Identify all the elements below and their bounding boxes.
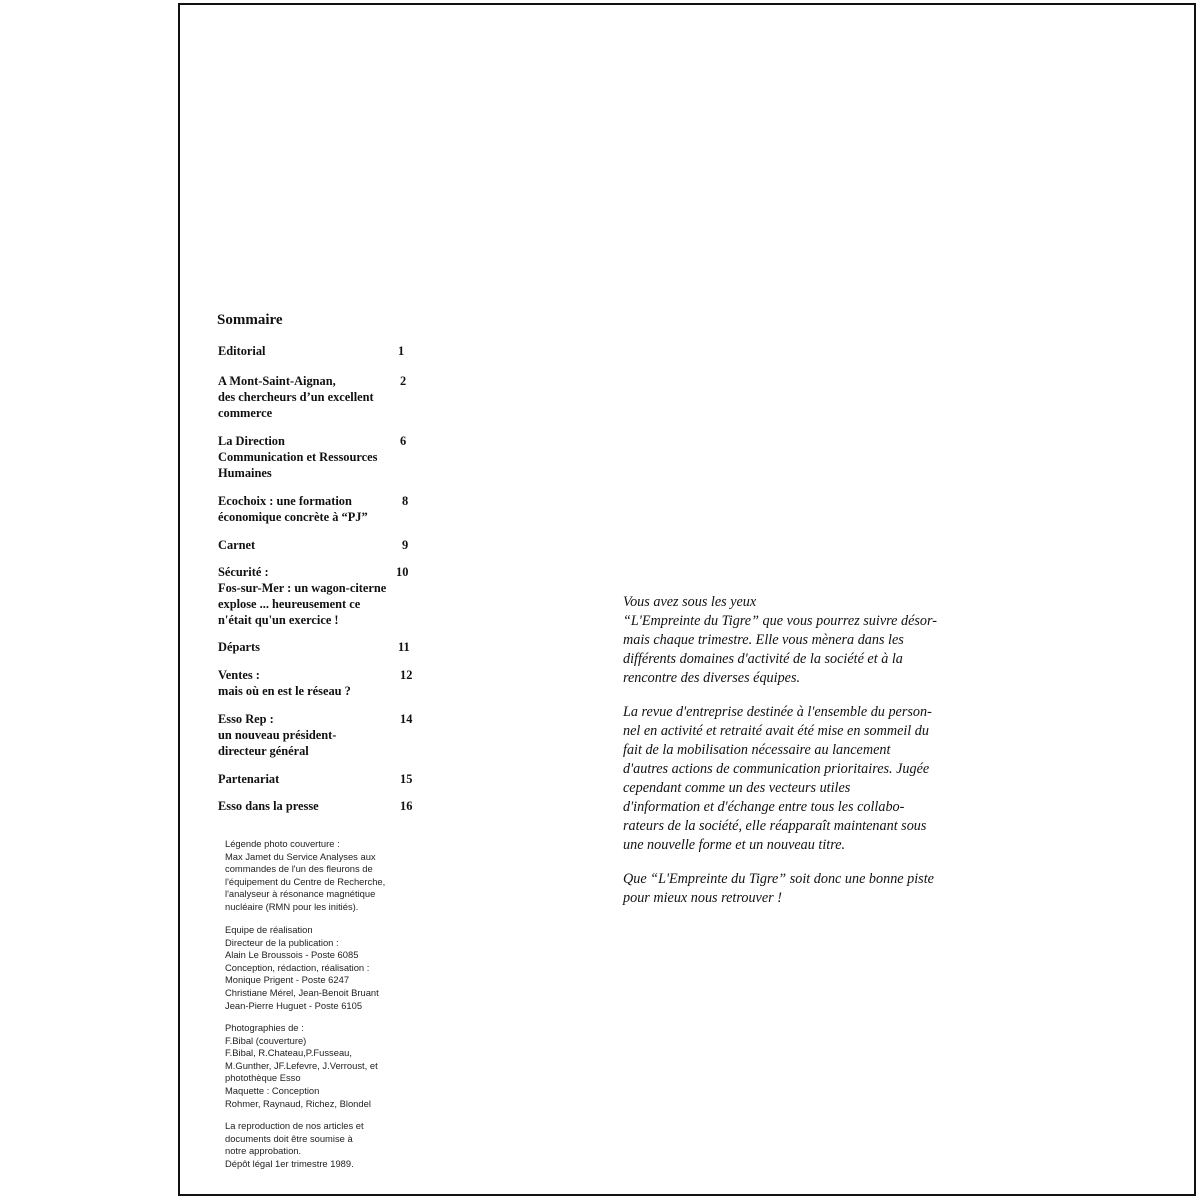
toc-entry-title: Esso dans la presse [218,799,319,813]
photography-credits: Photographies de : F.Bibal (couverture) F.Bibal, R.Chateau,P.Fusseau, M.Gunther, JF.Lefevre, J.Verroust, et photothèque Esso Maquette : Conception Rohmer, Raynaud, Richez, Blondel [225,1022,378,1109]
toc-entry[interactable] [218,537,418,553]
toc-entry-title: Départs [218,640,260,654]
intro-paragraph-1: Vous avez sous les yeux “L'Empreinte du Tigre” que vous pourrez suivre désor- mais chaque trimestre. Elle vous mènera dans les différents domaines d'activité de la société et à la rencontre des diverses équipes. [623,594,937,686]
toc-entry-page: 6 [400,434,407,448]
editorial-team-credits: Equipe de réalisation Directeur de la publication : Alain Le Broussois - Poste 6085 Conception, rédaction, réalisation : Monique Prigent - Poste 6247 Christiane Mérel, Jean-Benoit Bruant Jean-Pierre Huguet - Poste 6105 [225,924,379,1011]
intro-paragraph-3: Que “L'Empreinte du Tigre” soit donc une bonne piste pour mieux nous retrouver ! [623,871,934,906]
toc-entry[interactable] [218,343,418,359]
toc-entry-page: 12 [400,668,413,682]
toc-entry-title: Ecochoix : une formation économique concrète à “PJ” [218,494,368,524]
toc-entry-page: 9 [402,538,409,552]
toc-entry-title: Carnet [218,538,256,552]
toc-entry[interactable] [218,667,418,699]
sommaire-heading: Sommaire [217,312,283,328]
toc-entry[interactable] [218,493,418,525]
toc-entry[interactable] [218,564,418,628]
toc-entry-title: Esso Rep : un nouveau président- directeur général [218,712,337,758]
toc-entry-page: 8 [402,494,409,508]
toc-entry-page: 16 [400,799,413,813]
toc-entry-title: A Mont-Saint-Aignan, des chercheurs d’un excellent commerce [218,374,374,420]
toc-entry-title: Partenariat [218,772,280,786]
toc-entry-page: 14 [400,712,413,726]
toc-entry-page: 15 [400,772,413,786]
toc-entry[interactable] [218,433,418,481]
toc-entry[interactable] [218,639,418,655]
reproduction-notice: La reproduction de nos articles et documents doit être soumise à notre approbation. Dépôt légal 1er trimestre 1989. [225,1120,364,1169]
toc-entry-page: 10 [396,565,409,579]
toc-entry[interactable] [218,771,418,787]
toc-entry-title: Sécurité : Fos-sur-Mer : un wagon-citerne explose ... heureusement ce n'était qu'un exercice ! [218,565,387,627]
cover-photo-caption: Légende photo couverture : Max Jamet du Service Analyses aux commandes de l'un des fleurons de l'équipement du Centre de Recherche, l'analyseur à résonance magnétique nucléaire (RMN pour les initiés). [225,838,386,912]
toc-entry-title: Editorial [218,344,266,358]
toc-entry-title: La Direction Communication et Ressources Humaines [218,434,378,480]
toc-entry[interactable] [218,373,418,421]
toc-entry[interactable] [218,711,418,759]
toc-entry-page: 2 [400,374,407,388]
toc-entry-page: 1 [398,344,405,358]
toc-entry[interactable] [218,798,418,814]
toc-entry-title: Ventes : mais où en est le réseau ? [218,668,351,698]
intro-paragraph-2: La revue d'entreprise destinée à l'ensemble du person- nel en activité et retraité avait été mise en sommeil du fait de la mobilisation nécessaire au lancement d'autres actions de communication prioritaires. Jugée cependant comme un des vecteurs utiles d'information et d'échange entre tous les collabo- rateurs de la société, elle réapparaît maintenant sous une nouvelle forme et un nouveau titre. [623,704,932,853]
toc-entry-page: 11 [398,640,410,654]
